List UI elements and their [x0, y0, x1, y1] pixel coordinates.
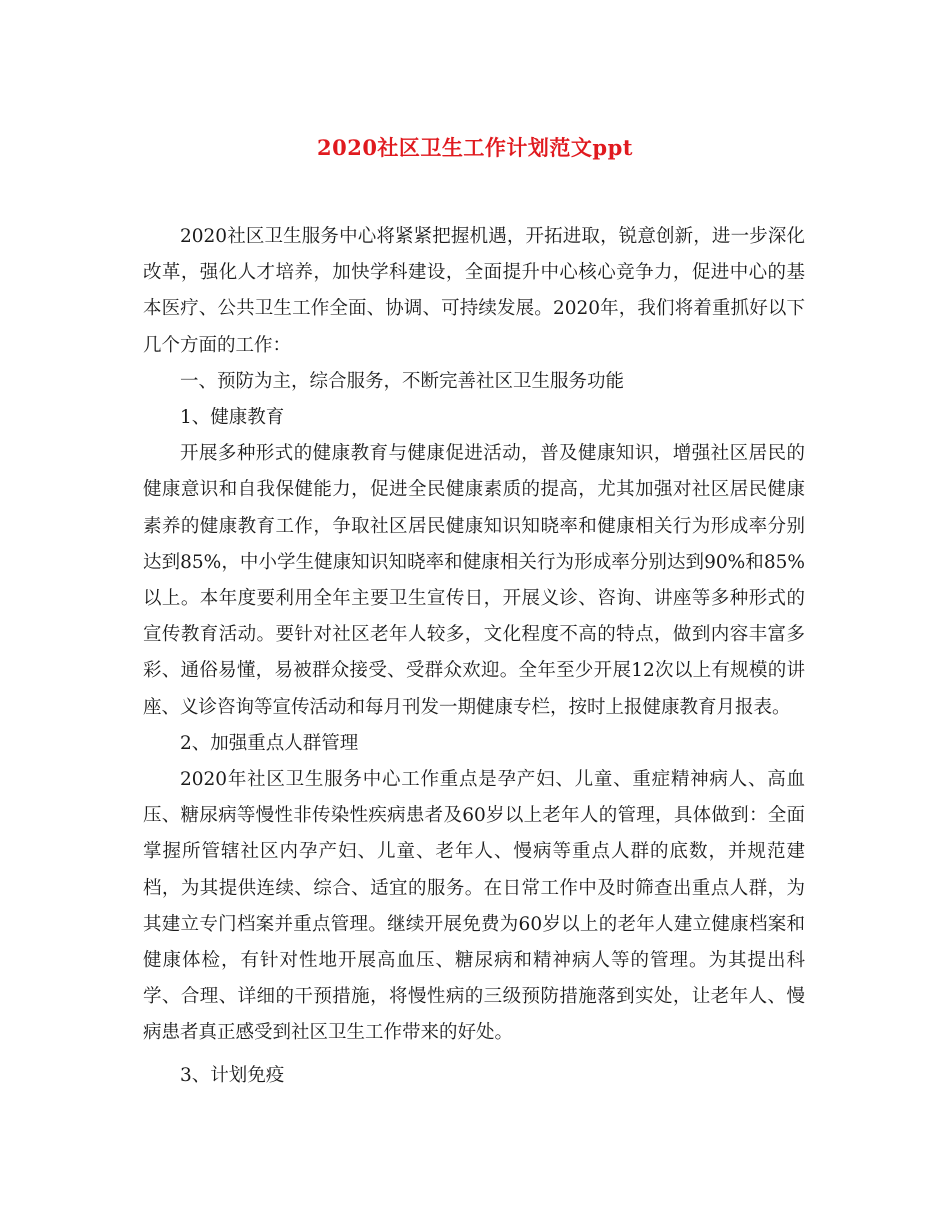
document-body: [143, 219, 805, 1094]
subsection-heading-health-education: 1、健康教育: [180, 407, 285, 429]
section-heading-1: 一、预防为主，综合服务，不断完善社区卫生服务功能: [180, 370, 625, 392]
subsection-heading-key-groups: 2、加强重点人群管理: [180, 732, 359, 754]
intro-paragraph: 2020社区卫生服务中心将紧紧把握机遇，开拓进取，锐意创新，进一步深化改革，强化人才培养，加快学科建设，全面提升中心核心竞争力，促进中心的基本医疗、公共卫生工作全面、协调、可持续发展。2020年，我们将着重抓好以下几个方面的工作：: [143, 226, 805, 356]
document-title: 2020社区卫生工作计划范文ppt: [316, 135, 633, 160]
key-groups-paragraph: 2020年社区卫生服务中心工作重点是孕产妇、儿童、重症精神病人、高血压、糖尿病等慢性非传染性疾病患者及60岁以上老年人的管理，具体做到：全面掌握所管辖社区内孕产妇、儿童、老年人、慢病等重点人群的底数，并规范建档，为其提供连续、综合、适宜的服务。在日常工作中及时筛查出重点人群，为其建立专门档案并重点管理。继续开展免费为60岁以上的老年人建立健康档案和健康体检，有针对性地开展高血压、糖尿病和精神病人等的管理。为其提出科学、合理、详细的干预措施，将慢性病的三级预防措施落到实处，让老年人、慢病患者真正感受到社区卫生工作带来的好处。: [143, 769, 805, 1044]
health-education-paragraph: 开展多种形式的健康教育与健康促进活动，普及健康知识，增强社区居民的健康意识和自我保健能力，促进全民健康素质的提高，尤其加强对社区居民健康素养的健康教育工作，争取社区居民健康知识知晓率和健康相关行为形成率分别达到85%，中小学生健康知识知晓率和健康相关行为形成率分别达到90%和85%以上。本年度要利用全年主要卫生宣传日，开展义诊、咨询、讲座等多种形式的宣传教育活动。要针对社区老年人较多，文化程度不高的特点，做到内容丰富多彩、通俗易懂，易被群众接受、受群众欢迎。全年至少开展12次以上有规模的讲座、义诊咨询等宣传活动和每月刊发一期健康专栏，按时上报健康教育月报表。: [143, 443, 805, 718]
subsection-heading-immunization: 3、计划免疫: [180, 1064, 285, 1086]
